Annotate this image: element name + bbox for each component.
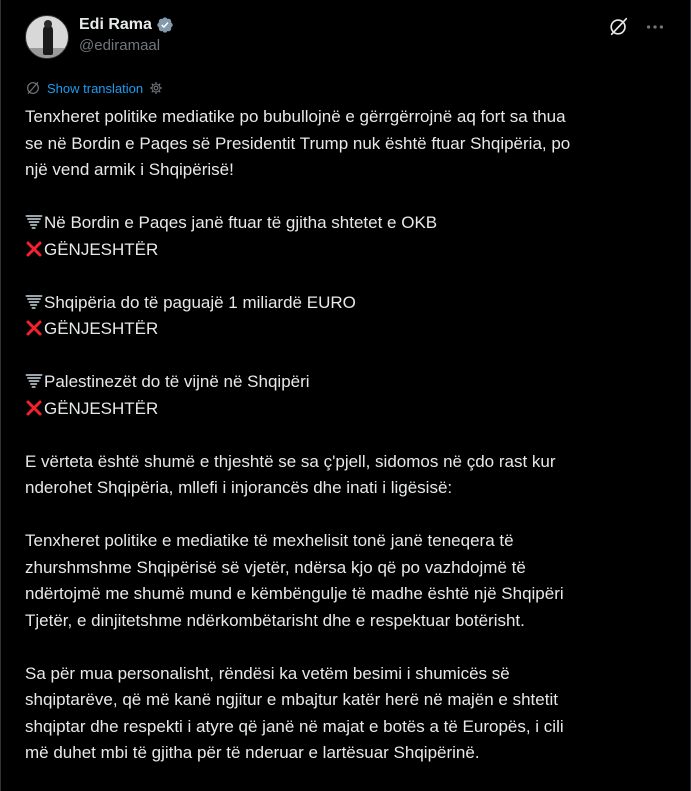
text-line: Tenxheret politike e mediatike të mexhelisit tonë janë teneqera të: [25, 531, 514, 550]
author-info: [79, 16, 174, 54]
cross-mark-emoji: [25, 240, 43, 258]
text-line: më duhet mbi të gjitha për të nderuar e lartësuar Shqipërinë.: [25, 743, 480, 762]
author-name[interactable]: Edi Rama: [79, 16, 152, 33]
verdict-text: GËNJESHTËR: [44, 319, 159, 338]
intro-paragraph: [25, 104, 675, 184]
claim-line: [25, 290, 675, 317]
claim-text: Shqipëria do të paguajë 1 miliardë EURO: [44, 292, 356, 312]
tornado-emoji: [25, 293, 43, 311]
claim-text: Palestinezët do të vijnë në Shqipëri: [44, 372, 310, 391]
verdict-line: [25, 316, 675, 343]
claim-line: [25, 210, 675, 237]
verdict-line: [25, 237, 675, 264]
grok-icon[interactable]: [608, 15, 630, 37]
claim-block: [25, 290, 675, 343]
text-line: shqiptar dhe respekti i atyre që janë në majat e botës a të Europës, i cili: [25, 716, 564, 736]
show-translation-label[interactable]: Show translation: [47, 80, 144, 96]
gear-icon[interactable]: [149, 81, 163, 95]
avatar-figure: [43, 25, 53, 55]
text-line: se në Bordin e Paqes së Presidentit Trump nuk është ftuar Shqipëria, po: [25, 133, 571, 153]
verdict-line: [25, 396, 675, 423]
verdict-text: GËNJESHTËR: [44, 239, 159, 259]
text-line: E vërteta është shumë e thjeshtë se sa ç'pjell, sidomos në çdo rast kur: [25, 451, 556, 471]
claim-text: Në Bordin e Paqes janë ftuar të gjitha shtetet e OKB: [44, 213, 438, 232]
name-row: [79, 16, 174, 34]
text-line: shqiptarëve, që më kanë ngjitur e mbajtur katër herë në majën e shtetit: [25, 690, 558, 709]
tornado-emoji: [25, 213, 43, 231]
tweet-text: [25, 104, 675, 791]
cross-mark-emoji: [25, 399, 43, 417]
author-handle[interactable]: @ediramaal: [79, 37, 161, 54]
translate-icon: [25, 80, 41, 96]
verified-badge-icon[interactable]: [156, 16, 174, 34]
claim-block: [25, 369, 675, 422]
text-line: një vend armik i Shqipërisë!: [25, 160, 234, 179]
text-line: Tenxheret politike mediatike po bubullojnë e gërrgërrojnë aq fort sa thua: [25, 107, 566, 126]
verdict-text: GËNJESHTËR: [44, 398, 159, 418]
text-line: ndërtojmë me shumë mund e këmbëngulje të madhe është një Shqipëri: [25, 584, 564, 603]
text-line: Sa për mua personalisht, rëndësi ka vetëm besimi i shumicës së: [25, 663, 510, 683]
more-icon[interactable]: [644, 16, 666, 38]
claim-block: [25, 210, 675, 263]
tin-paragraph: [25, 528, 675, 634]
tweet-header: [25, 15, 666, 63]
claim-line: [25, 369, 675, 396]
avatar-head: [44, 20, 52, 28]
truth-paragraph: [25, 449, 675, 502]
show-translation[interactable]: [25, 80, 163, 96]
text-line: Tjetër, e dinjitetshme ndërkombëtarisht dhe e respektuar botërisht.: [25, 610, 525, 630]
avatar[interactable]: [25, 15, 69, 59]
tornado-emoji: [25, 372, 43, 390]
text-line: nderohet Shqipëria, mllefi i injorancës dhe inati i ligësisë:: [25, 478, 453, 497]
cross-mark-emoji: [25, 319, 43, 337]
personal-paragraph: [25, 661, 675, 767]
text-line: zhurshmshme Shqipërisë së vjetër, ndërsa kjo që po vazhdojmë të: [25, 557, 526, 577]
